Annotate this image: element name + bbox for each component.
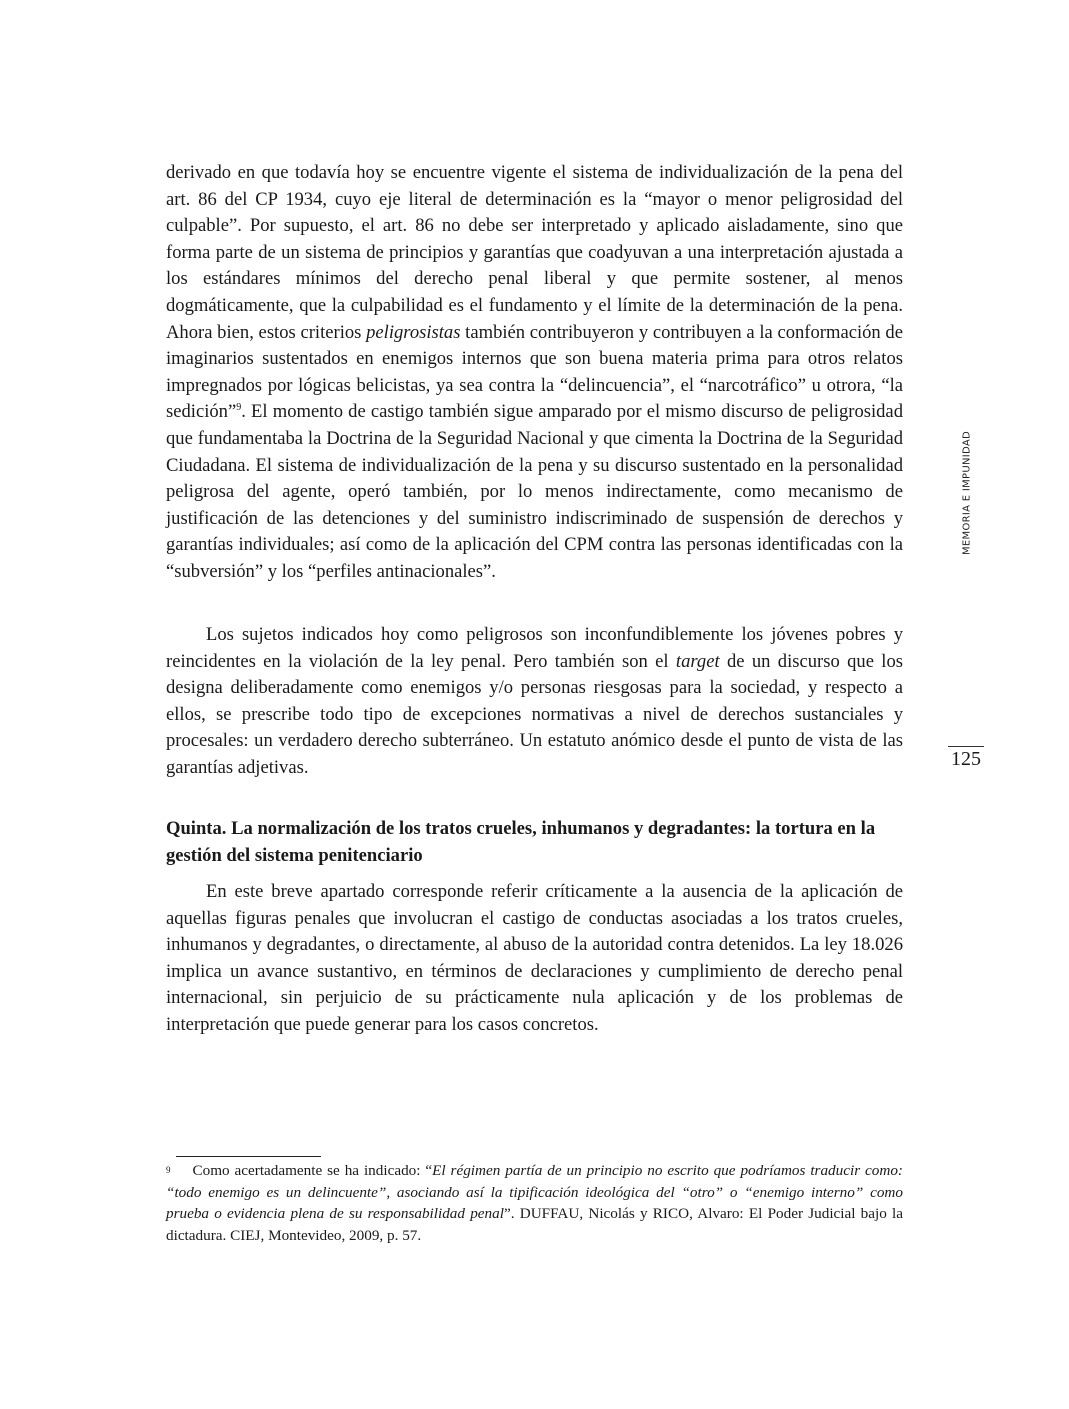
footnote: [166, 1160, 903, 1246]
footnote-italic-quote: El régimen partía de un principio no escrito que podríamos traducir como: “todo enemigo es un delincuente”, asociando así la tipificación ideológica del “otro” o “enemigo interno” como prueba o evidencia plena de su responsabilidad penal: [166, 1162, 903, 1222]
section-heading: Quinta. La normalización de los tratos crueles, inhumanos y degradantes: la tortura en la gestión del sistema penitenciario: [166, 818, 876, 866]
paragraph-1-text-a: derivado en que todavía hoy se encuentre vigente el sistema de individualización de la pena del art. 86 del CP 1934, cuyo eje literal de determinación es la “mayor o menor peligrosidad del culpable”. Por supuesto, el art. 86 no debe ser interpretado y aplicado aisladamente, sino que forma parte de un sistema de principios y garantías que coadyuvan a una interpretación ajustada a los estándares mínimos del derecho penal liberal y que permite sostener, al menos dogmáticamente, que la culpabilidad es el fundamento y el límite de la determinación de la pena. Ahora bien, estos criterios: [166, 162, 903, 343]
footnote-number: 9: [166, 1165, 171, 1175]
page-number-rule: [948, 746, 984, 747]
page-number: 125: [951, 748, 981, 770]
footnote-separator: [176, 1156, 321, 1157]
paragraph-2-text-b: de un discurso que los designa deliberadamente como enemigos y/o personas riesgosas para la sociedad, y respecto a ellos, se prescribe todo tipo de excepciones normativas a nivel de derechos sustanciales y procesales: un verdadero derecho subterráneo. Un estatuto anómico desde el punto de vista de las garantías adjetivas.: [166, 650, 904, 778]
paragraph-1-text-b: también contribuyeron y contribuyen a la conformación de imaginarios sustentados en enemigos internos que son buena materia prima para otros relatos impregnados por lógicas belicistas, ya sea contra la “delincuencia”, el “narcotráfico” u otrora, “la sedición”: [166, 321, 903, 423]
footnote-text-b: ”. DUFFAU, Nicolás y RICO, Alvaro: El Poder Judicial bajo la dictadura. CIEJ, Montevideo, 2009, p. 57.: [166, 1205, 903, 1244]
footnote-reference[interactable]: 9: [236, 402, 242, 414]
body-paragraph-2: [166, 622, 903, 782]
body-paragraph-3: En este breve apartado corresponde referir críticamente a la ausencia de la aplicación de aquellas figuras penales que involucran el castigo de conductas asociadas a los tratos crueles, inhumanos y degradantes, o directamente, al abuso de la autoridad contra detenidos. La ley 18.026 implica un avance sustantivo, en términos de declaraciones y cumplimiento de derecho penal internacional, sin perjuicio de su prácticamente nula aplicación y de los problemas de interpretación que puede generar para los casos concretos.: [166, 881, 903, 1035]
paragraph-2-italic: target: [675, 650, 720, 672]
body-paragraph-1: [166, 160, 903, 586]
running-header-text: MEMORIA E IMPUNIDAD: [961, 431, 973, 555]
paragraph-1-text-c: . El momento de castigo también sigue amparado por el mismo discurso de peligrosidad que fundamentaba la Doctrina de la Seguridad Nacional y que cimenta la Doctrina de la Seguridad Ciudadana. El sistema de individualización de la pena y su discurso sustentado en la personalidad peligrosa del agente, operó también, por lo menos indirectamente, como mecanismo de justificación de las detenciones y del suministro indiscriminado de suspensión de derechos y garantías individuales; así como de la aplicación del CPM contra las personas identificadas con la “subversión” y los “perfiles antinacionales”.: [166, 401, 903, 582]
paragraph-2-text-a: Los sujetos indicados hoy como peligrosos son inconfundiblemente los jóvenes pobres y reincidentes en la violación de la ley penal. Pero también son el: [166, 624, 903, 672]
paragraph-1-italic: peligrosistas: [366, 321, 461, 343]
footnote-text-a: Como acertadamente se ha indicado: “: [192, 1162, 433, 1179]
running-header-vertical: [957, 420, 977, 566]
